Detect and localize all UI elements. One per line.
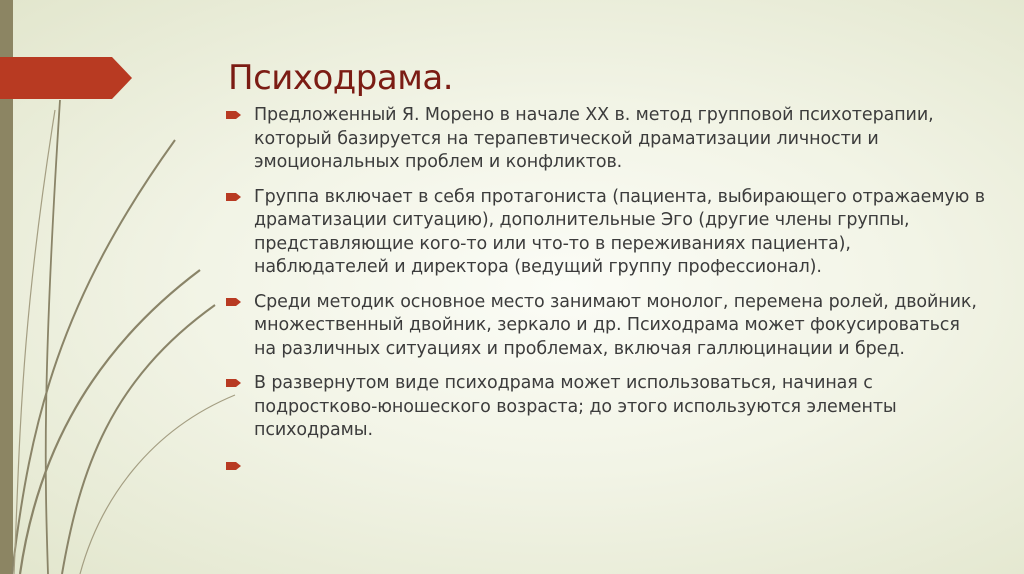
- bullet-text: Предложенный Я. Морено в начале XX в. метод групповой психотерапии, который базируется на терапевтической драматизации личности и эмоциональных проблем и конфликтов.: [254, 105, 934, 172]
- bullet-item: [226, 372, 986, 443]
- bullet-list: [226, 104, 986, 479]
- arrow-bullet-icon: [226, 192, 242, 202]
- title-arrow-shape: [0, 57, 132, 99]
- arrow-bullet-icon: [226, 297, 242, 307]
- bullet-item: [226, 291, 986, 362]
- bullet-text: Группа включает в себя протагониста (пациента, выбирающего отражаемую в драматизации ситуацию), дополнительные Эго (другие члены группы, представляющие кого-то или что-то в переживаниях пациента), наблюдателей и директора (ведущий группу профессионал).: [254, 186, 985, 277]
- bullet-item: [226, 104, 986, 175]
- bullet-text: Среди методик основное место занимают монолог, перемена ролей, двойник, множественный двойник, зеркало и др. Психодрама может фокусироваться на различных ситуациях и проблемах, включая галлюцинации и бред.: [254, 291, 977, 359]
- bullet-text: В развернутом виде психодрама может использоваться, начиная с подростково-юношеского возраста; до этого используются элементы психодрамы.: [254, 373, 897, 440]
- slide-title: Психодрама.: [228, 58, 453, 98]
- bullet-item: [226, 455, 986, 479]
- bullet-item: [226, 186, 986, 280]
- arrow-bullet-icon: [226, 461, 242, 471]
- arrow-bullet-icon: [226, 378, 242, 388]
- arrow-bullet-icon: [226, 110, 242, 120]
